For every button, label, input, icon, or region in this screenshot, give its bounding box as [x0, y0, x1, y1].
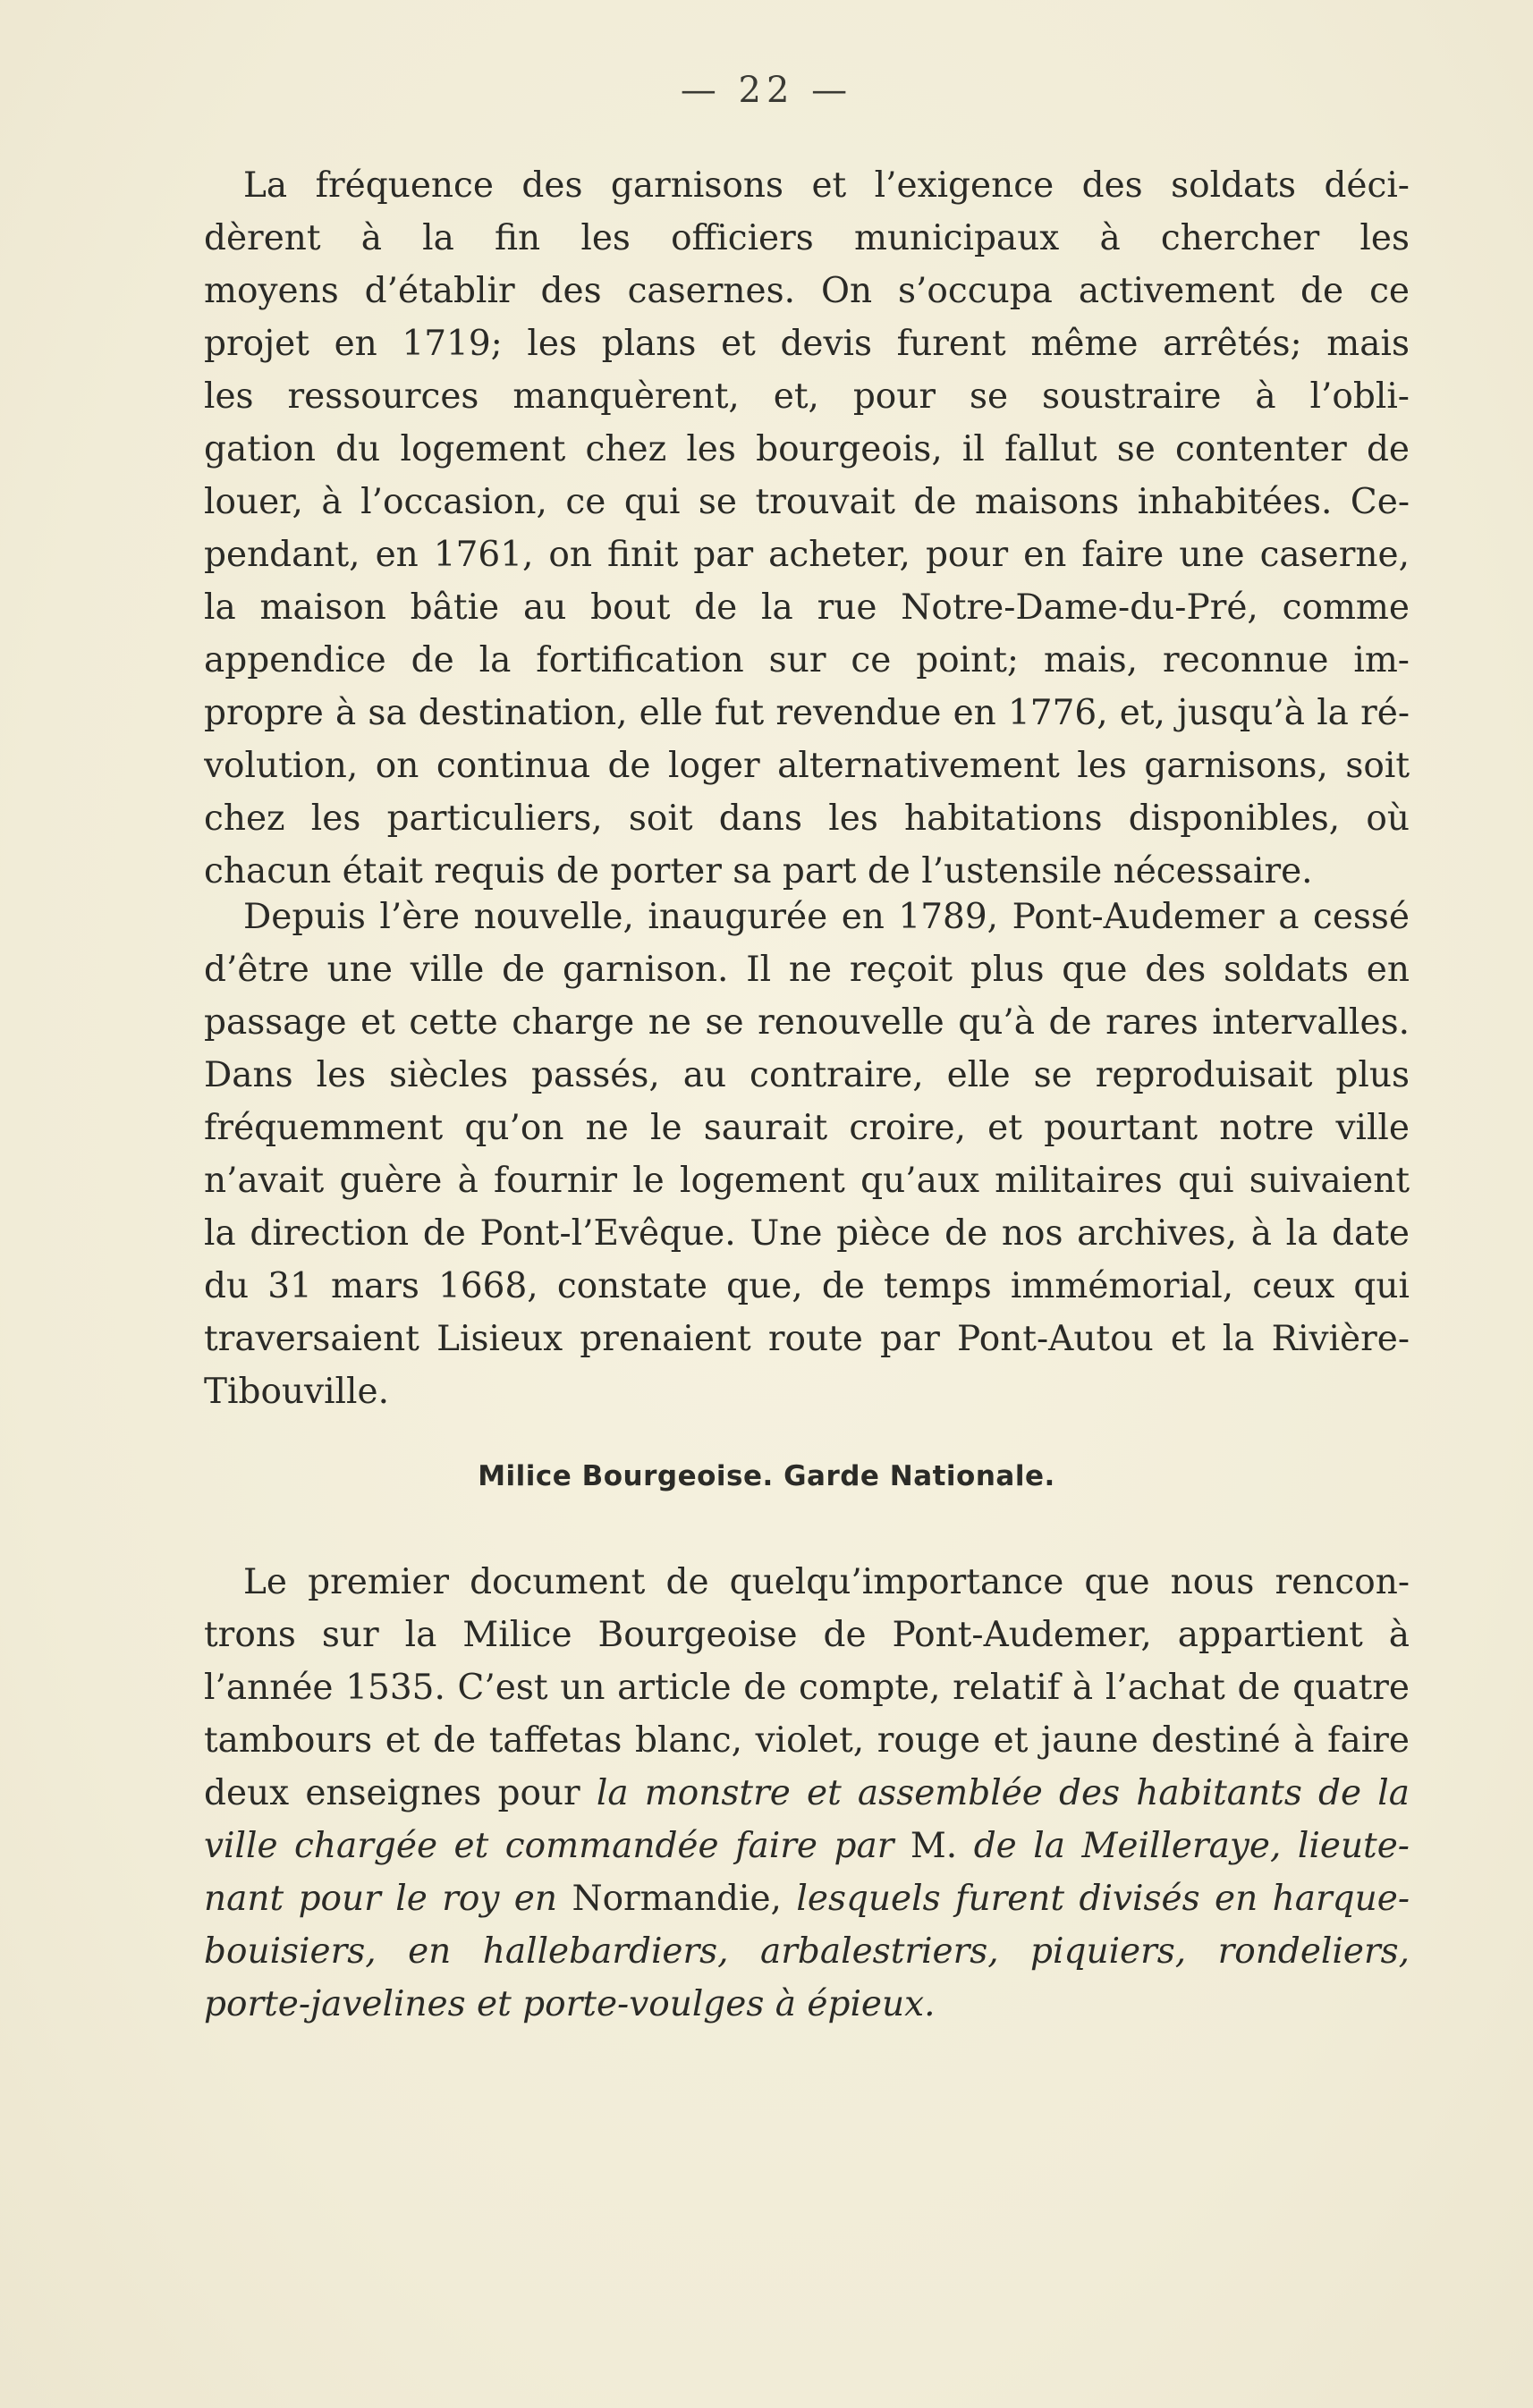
section-heading: Milice Bourgeoise. Garde Nationale.: [478, 1460, 1055, 1492]
text-line: Tibouville.: [204, 1372, 389, 1412]
text-line: du 31 mars 1668, constate que, de temps immémorial, ceux qui: [204, 1266, 1410, 1306]
text-line: louer, à l’occasion, ce qui se trouvait de maisons inhabitées. Ce-: [204, 482, 1410, 522]
text-line: traversaient Lisieux prenaient route par Pont-Autou et la Rivière-: [204, 1319, 1410, 1359]
text-italic: de la Meilleraye, lieute-: [957, 1826, 1410, 1866]
paragraph-pont-audemer: [204, 891, 1410, 1418]
page-number: — 22 —: [680, 70, 853, 111]
text-line: n’avait guère à fournir le logement qu’aux militaires qui suivaient: [204, 1161, 1410, 1201]
text-italic: la monstre et assemblée des habitants de la: [596, 1773, 1410, 1813]
text-line: pendant, en 1761, on finit par acheter, pour en faire une caserne,: [204, 535, 1410, 575]
text-line: Dans les siècles passés, au contraire, elle se reproduisait plus: [204, 1055, 1410, 1095]
text-line: passage et cette charge ne se renouvelle qu’à de rares intervalles.: [204, 1002, 1410, 1043]
paragraph-garrisons: [204, 159, 1410, 898]
text-line: les ressources manquèrent, et, pour se soustraire à l’obli-: [204, 376, 1410, 417]
text-line: dèrent à la fin les officiers municipaux à chercher les: [204, 218, 1410, 258]
text-italic: lesquels furent divisés en harque-: [781, 1879, 1410, 1919]
text-roman: deux enseignes pour: [204, 1773, 597, 1813]
text-line: volution, on continua de loger alternativement les garnisons, soit: [204, 746, 1410, 786]
text-line: d’être une ville de garnison. Il ne reçoit plus que des soldats en: [204, 950, 1410, 990]
text-line: fréquemment qu’on ne le saurait croire, et pourtant notre ville: [204, 1108, 1410, 1148]
text-line: la direction de Pont-l’Evêque. Une pièce de nos archives, à la date: [204, 1213, 1410, 1254]
text-line: l’année 1535. C’est un article de compte, relatif à l’achat de quatre: [204, 1668, 1410, 1708]
text-line: trons sur la Milice Bourgeoise de Pont-Audemer, appartient à: [204, 1615, 1410, 1655]
text-line: La fréquence des garnisons et l’exigence des soldats déci-: [243, 165, 1410, 206]
text-line: appendice de la fortification sur ce point; mais, reconnue im-: [204, 640, 1410, 680]
text-line: porte-javelines et porte-voulges à épieux.: [204, 1984, 936, 2024]
text-line: la maison bâtie au bout de la rue Notre-Dame-du-Pré, comme: [204, 587, 1410, 628]
text-line: projet en 1719; les plans et devis furent même arrêtés; mais: [204, 324, 1410, 364]
text-line: moyens d’établir des casernes. On s’occupa activement de ce: [204, 271, 1410, 311]
text-line: [204, 1820, 1410, 1872]
text-line: tambours et de taffetas blanc, violet, rouge et jaune destiné à faire: [204, 1720, 1410, 1761]
text-line: [204, 1872, 1410, 1925]
text-line: bouisiers, en hallebardiers, arbalestriers, piquiers, rondeliers,: [204, 1931, 1410, 1972]
text-roman: M.: [910, 1826, 958, 1866]
text-roman: Normandie,: [572, 1879, 782, 1919]
text-line: propre à sa destination, elle fut revendue en 1776, et, jusqu’à la ré-: [204, 693, 1410, 733]
text-italic: ville chargée et commandée faire par: [204, 1826, 910, 1866]
paragraph-milice: [204, 1556, 1410, 2031]
text-line: [204, 1767, 1410, 1820]
text-line: chacun était requis de porter sa part de l’ustensile nécessaire.: [204, 851, 1313, 891]
text-line: gation du logement chez les bourgeois, il fallut se contenter de: [204, 429, 1410, 469]
text-line: Depuis l’ère nouvelle, inaugurée en 1789, Pont-Audemer a cessé: [243, 897, 1410, 937]
text-line: chez les particuliers, soit dans les habitations disponibles, où: [204, 798, 1410, 839]
text-italic: nant pour le roy en: [204, 1879, 572, 1919]
text-line: Le premier document de quelqu’importance que nous rencon-: [243, 1562, 1410, 1602]
